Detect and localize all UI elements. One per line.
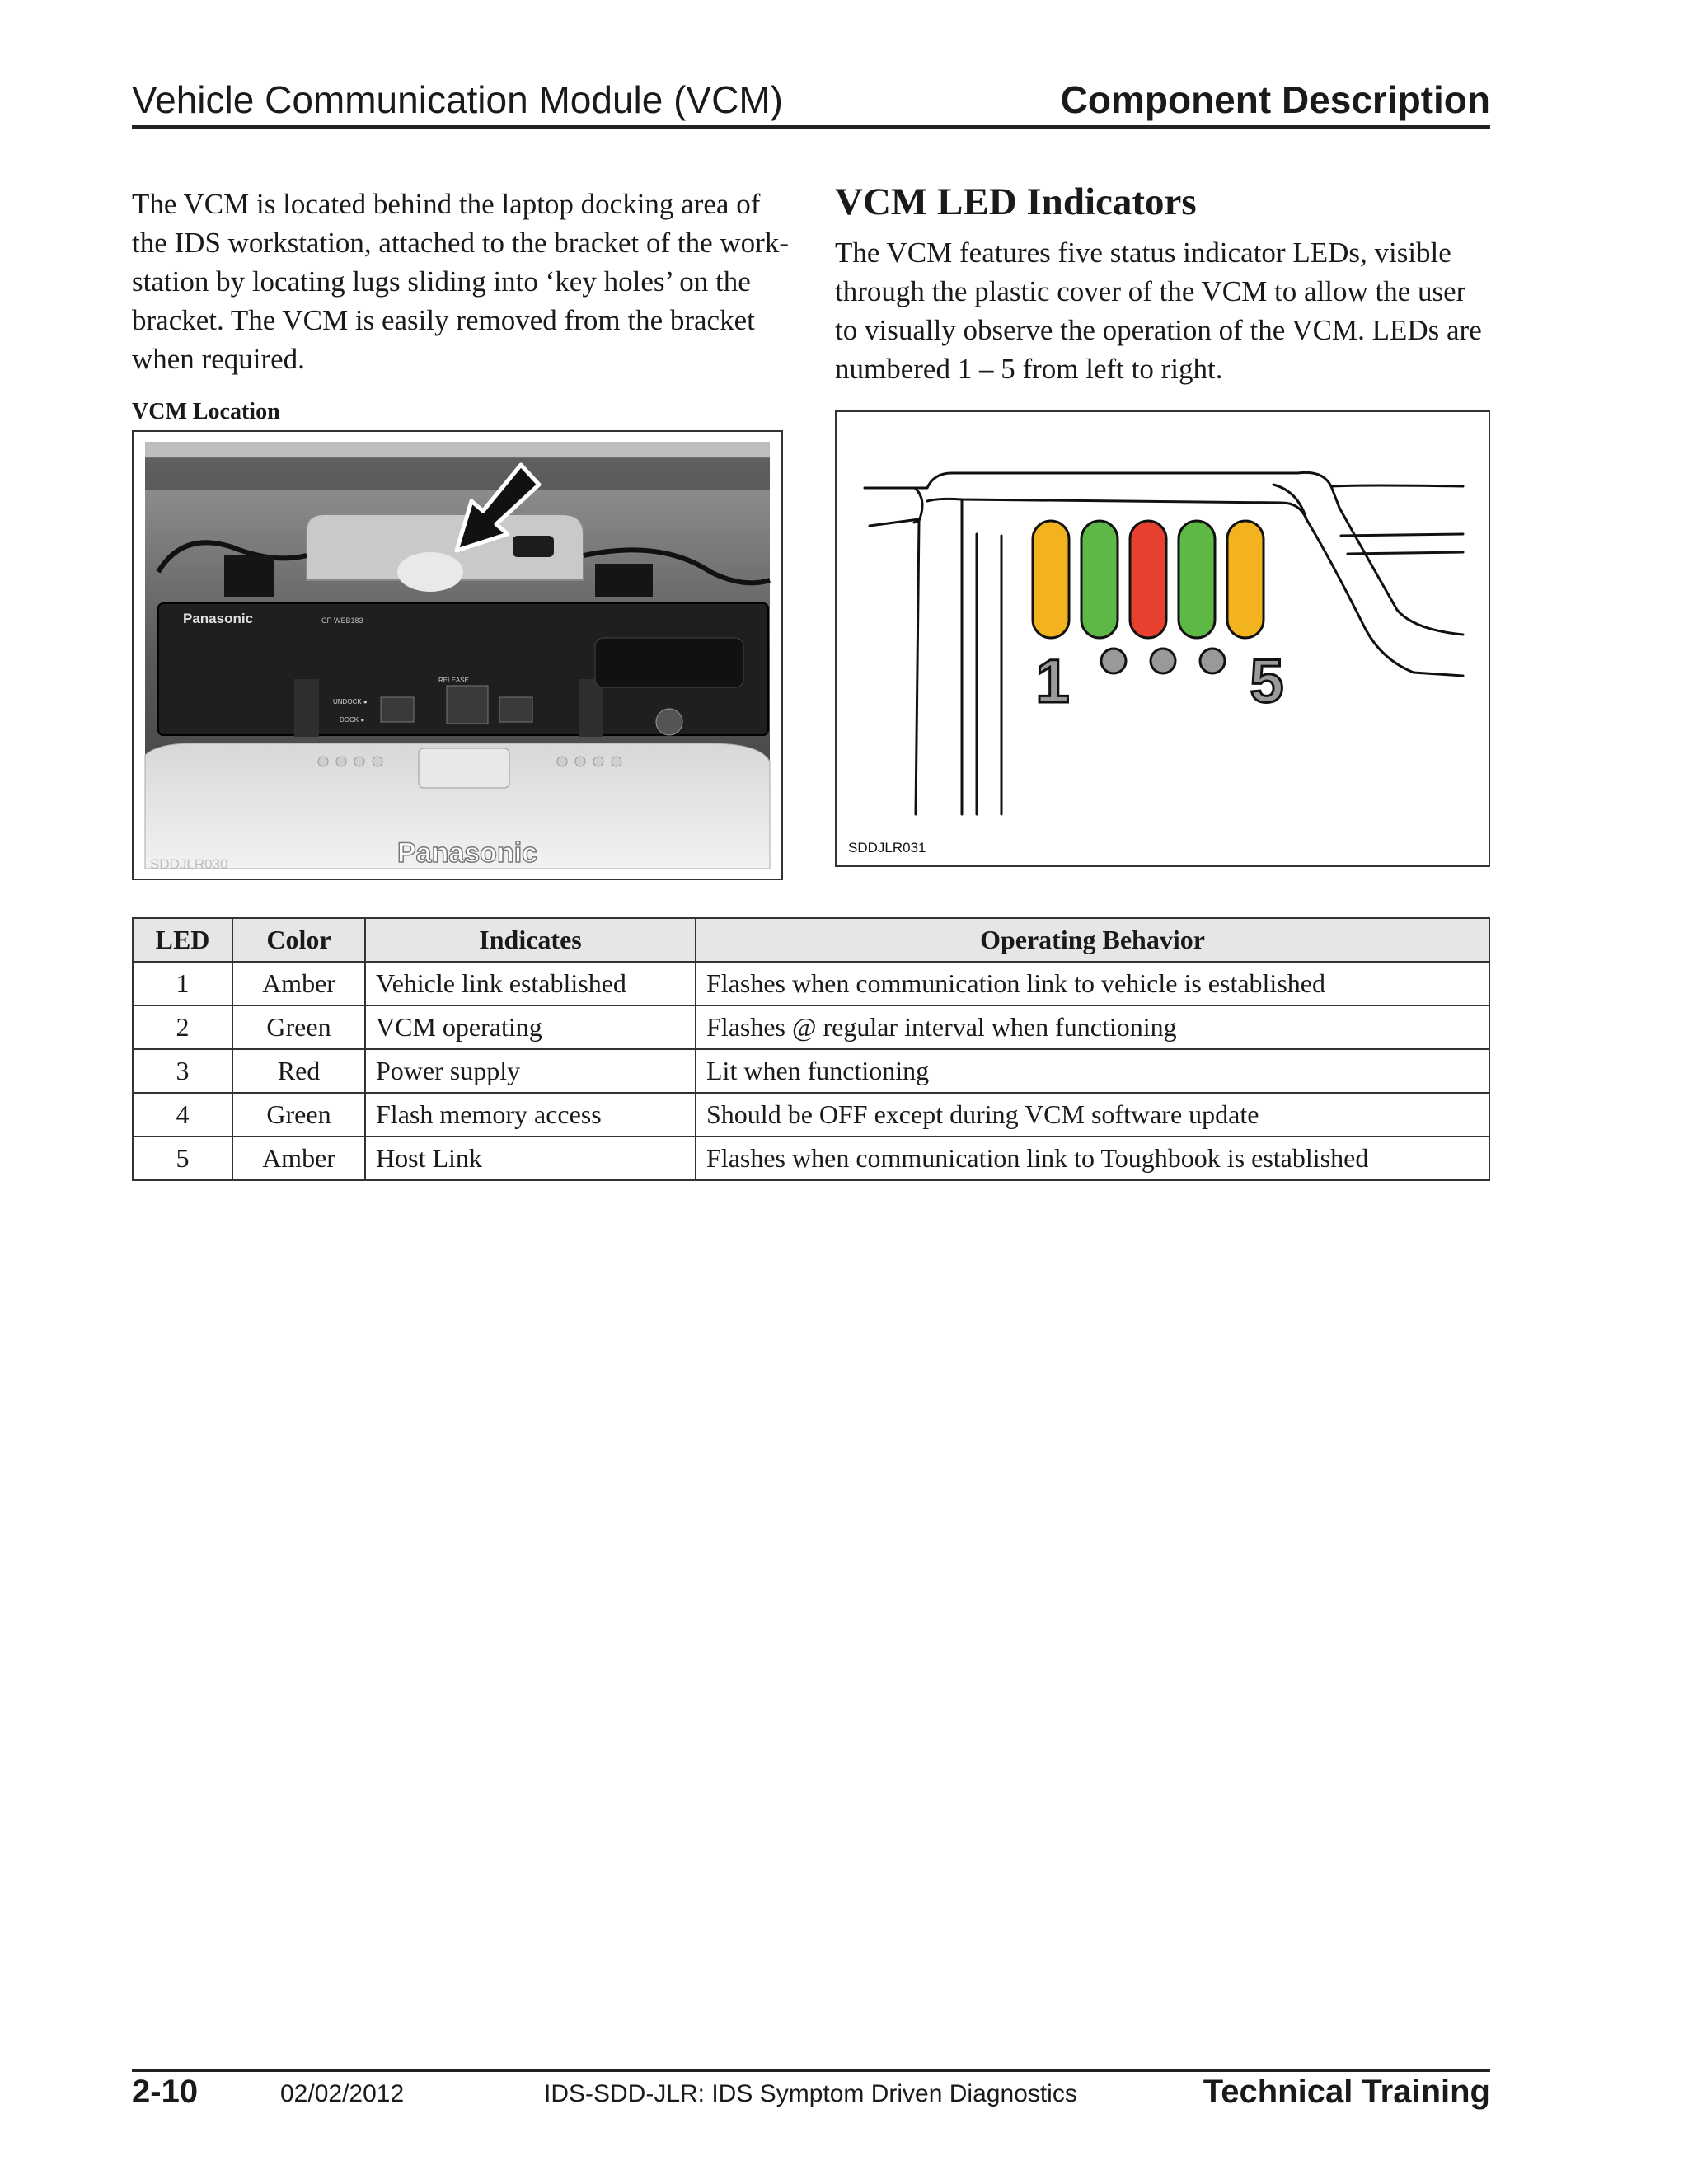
intro-line: station by locating lugs sliding into ‘key holes’ on the [132, 265, 751, 298]
led-description-line: The VCM features five status indicator LEDs, visible [835, 237, 1451, 269]
led-table [132, 917, 1490, 1181]
footer-technical-training: Technical Training [1203, 2074, 1490, 2110]
led-number-first: 1 [1035, 647, 1070, 715]
led-color-cell: Green [232, 1005, 365, 1049]
led-3 [1130, 521, 1166, 638]
figure-caption-vcm-location: VCM Location [132, 399, 280, 424]
release-label: RELEASE [438, 677, 469, 684]
intro-line: The VCM is located behind the laptop docking area of [132, 188, 761, 220]
led-marker-4 [1200, 649, 1225, 673]
footer-date: 02/02/2012 [280, 2080, 405, 2107]
footer-rule [132, 2069, 1490, 2072]
vcm-location-photo [134, 432, 781, 879]
led-behavior-cell: Lit when functioning [696, 1049, 1489, 1093]
led-description-line: through the plastic cover of the VCM to allow the user [835, 275, 1466, 307]
intro-line: bracket. The VCM is easily removed from the bracket [132, 304, 755, 336]
led-color-cell: Amber [232, 962, 365, 1005]
led-behavior-cell: Flashes @ regular interval when functioning [696, 1005, 1489, 1049]
table-row [133, 1137, 1489, 1180]
vcm-outline [865, 472, 1463, 814]
led-number-cell: 1 [133, 962, 232, 1005]
table-row [133, 1005, 1489, 1049]
led-marker-2 [1101, 649, 1126, 673]
figure-code: SDDJLR030 [150, 856, 228, 872]
led-group [1033, 521, 1264, 638]
led-diagram-figure [835, 410, 1490, 867]
docking-brand-label: Panasonic [183, 611, 254, 626]
led-diagram [837, 412, 1489, 865]
led-number-cell: 2 [133, 1005, 232, 1049]
led-marker-3 [1151, 649, 1175, 673]
table-row [133, 962, 1489, 1005]
header-chapter-title: Component Description [1060, 78, 1490, 121]
page-number: 2-10 [132, 2074, 199, 2110]
column-header-indicates: Indicates [365, 918, 696, 962]
led-color-cell: Red [232, 1049, 365, 1093]
led-number-cell: 5 [133, 1137, 232, 1180]
led-indicates-cell: Power supply [365, 1049, 696, 1093]
led-indicates-cell: VCM operating [365, 1005, 696, 1049]
led-number-markers [1035, 647, 1283, 715]
led-color-cell: Amber [232, 1137, 365, 1180]
section-title-led-indicators: VCM LED Indicators [835, 180, 1197, 223]
dock-label: DOCK ● [340, 716, 365, 724]
column-header-led: LED [133, 918, 232, 962]
figure-code: SDDJLR031 [848, 840, 926, 855]
column-header-color: Color [232, 918, 365, 962]
led-description-line: to visually observe the operation of the VCM. LEDs are [835, 314, 1482, 346]
table-row [133, 1093, 1489, 1137]
led-behavior-cell: Should be OFF except during VCM software update [696, 1093, 1489, 1137]
led-4 [1179, 521, 1215, 638]
footer-document-title: IDS-SDD-JLR: IDS Symptom Driven Diagnostics [544, 2080, 1077, 2107]
led-5 [1227, 521, 1264, 638]
led-description-paragraph [835, 233, 1494, 388]
led-indicates-cell: Flash memory access [365, 1093, 696, 1137]
led-behavior-cell: Flashes when communication link to vehicle is established [696, 962, 1489, 1005]
led-behavior-cell: Flashes when communication link to Toughbook is established [696, 1137, 1489, 1180]
led-color-cell: Green [232, 1093, 365, 1137]
intro-paragraph [132, 185, 791, 378]
led-1 [1033, 521, 1069, 638]
header-section-title: Vehicle Communication Module (VCM) [132, 78, 783, 121]
intro-line: when required. [132, 343, 305, 375]
column-header-behavior: Operating Behavior [696, 918, 1489, 962]
docking-model-label: CF-WEB183 [321, 616, 363, 625]
led-description-line: numbered 1 – 5 from left to right. [835, 353, 1223, 385]
led-indicates-cell: Vehicle link established [365, 962, 696, 1005]
intro-line: the IDS workstation, attached to the bracket of the work- [132, 227, 789, 259]
vcm-location-figure [132, 430, 783, 880]
led-number-cell: 4 [133, 1093, 232, 1137]
page-header [132, 73, 1490, 129]
led-number-cell: 3 [133, 1049, 232, 1093]
table-row [133, 1049, 1489, 1093]
laptop-brand-label: Panasonic [397, 837, 538, 869]
led-2 [1081, 521, 1118, 638]
led-number-last: 5 [1250, 647, 1284, 715]
undock-label: UNDOCK ● [333, 698, 368, 705]
table-header-row [133, 918, 1489, 962]
led-indicates-cell: Host Link [365, 1137, 696, 1180]
